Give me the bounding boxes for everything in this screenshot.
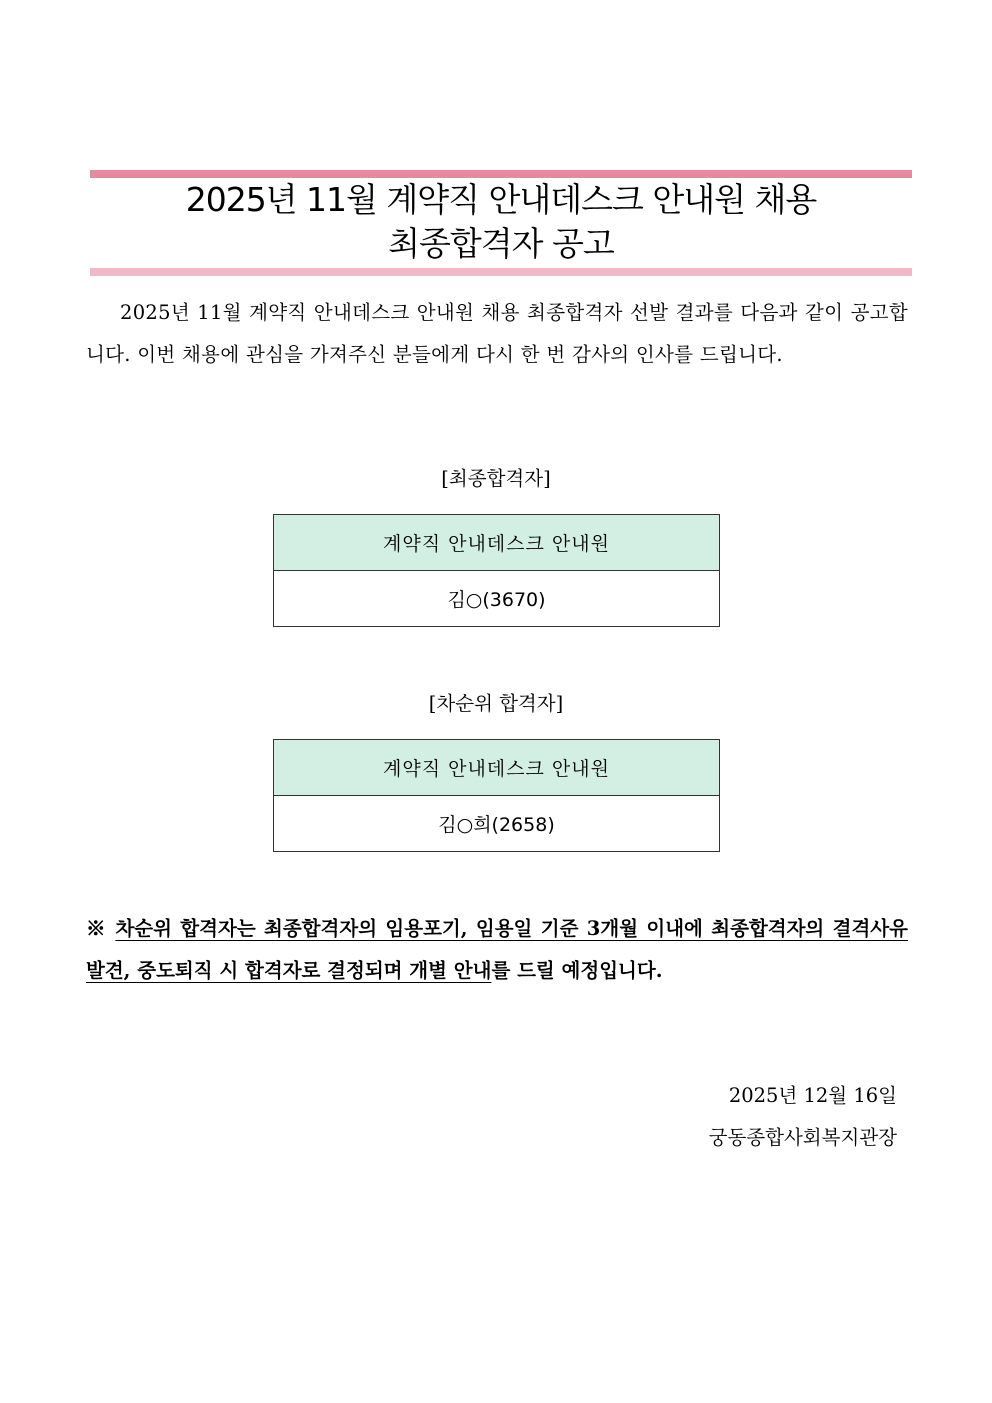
notice-paragraph <box>86 908 908 992</box>
intro-text: 2025년 11월 계약직 안내데스크 안내원 채용 최종합격자 선발 결과를 다음과 같이 공고합니다. 이번 채용에 관심을 가져주신 분들에게 다시 한 번 감사의 인사를 드립니다. <box>86 301 908 366</box>
reserve-section-label: [차순위 합격자] <box>428 692 564 715</box>
page-title <box>90 178 912 266</box>
intro-paragraph <box>86 292 908 376</box>
final-table-header: 계약직 안내데스크 안내원 <box>274 515 720 571</box>
title-line-2: 최종합격자 공고 <box>388 224 614 263</box>
title-line-1: 2025년 11월 계약직 안내데스크 안내원 채용 <box>185 180 817 219</box>
reserve-table-header: 계약직 안내데스크 안내원 <box>274 740 720 796</box>
final-table <box>273 514 720 627</box>
notice-underlined-text: 차순위 합격자는 최종합격자의 임용포기, 임용일 기준 3개월 이내에 최종합격자의 결격사유 발견, 중도퇴직 시 합격자로 결정되며 개별 안내 <box>86 917 908 982</box>
title-bar-bottom <box>90 268 912 276</box>
reserve-table-value: 김○희(2658) <box>274 796 720 852</box>
final-table-value: 김○(3670) <box>274 571 720 627</box>
title-bar-top <box>90 170 912 178</box>
organization-name: 궁동종합사회복지관장 <box>708 1126 897 1149</box>
reserve-table <box>273 739 720 852</box>
announcement-date: 2025년 12월 16일 <box>728 1084 897 1107</box>
reference-mark: ※ <box>86 917 108 940</box>
final-section-label: [최종합격자] <box>441 467 551 490</box>
notice-rest-text: 를 드릴 예정입니다. <box>491 959 663 982</box>
